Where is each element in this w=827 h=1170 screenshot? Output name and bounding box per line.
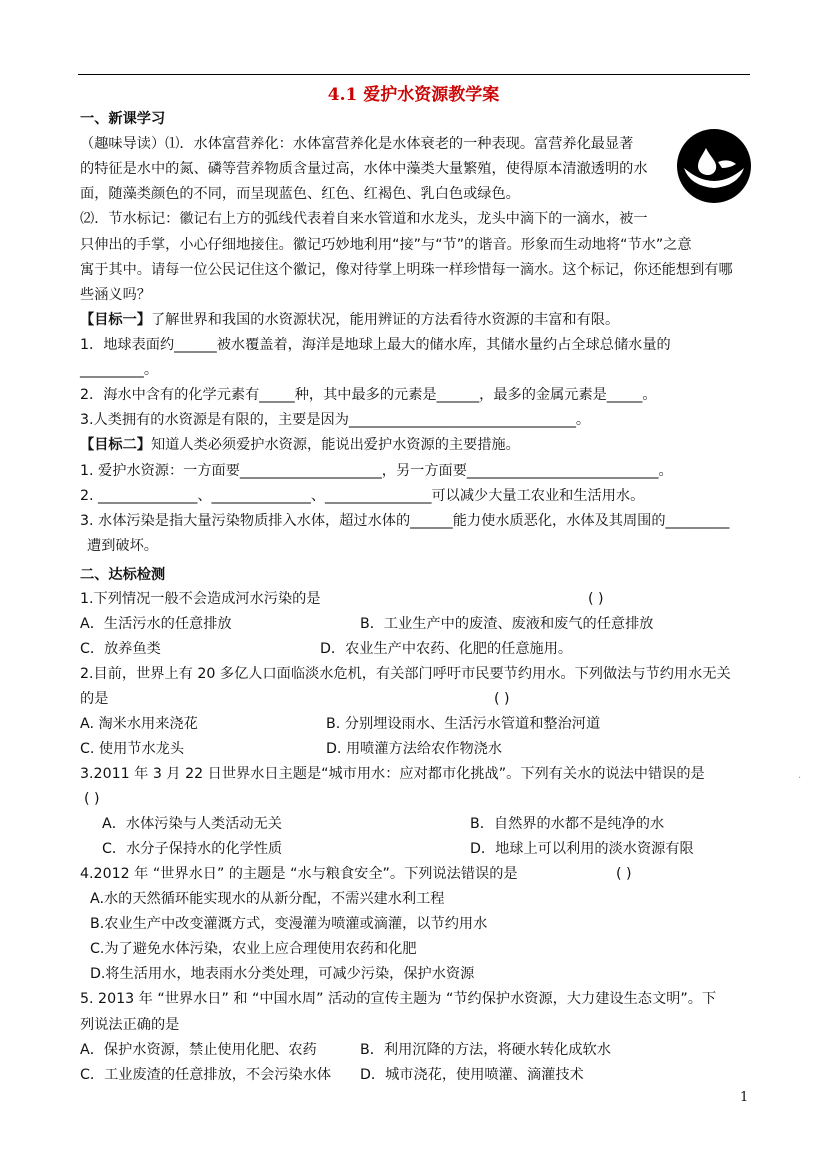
intro-line-5: 只伸出的手掌，小心仔细地接住。徽记巧妙地利用“接”与“节”的谐音。形象而生动地将“节水”之意 xyxy=(80,237,692,253)
stray-mark: . xyxy=(798,770,802,781)
question-2-stem-line-1: 2.目前，世界上有 20 多亿人口面临淡水危机，有关部门呼吁市民要节约用水。下列做法与节约用水无关 xyxy=(80,666,731,682)
question-4-option-a: A.水的天然循环能实现水的从新分配，不需兴建水利工程 xyxy=(90,891,445,907)
intro-line-3: 面，随藻类颜色的不同，而呈现蓝色、红色、红褐色、乳白色或绿色。 xyxy=(80,186,520,202)
question-1-stem: 1.下列情况一般不会造成河水污染的是 xyxy=(80,591,321,607)
intro-line-4: ⑵．节水标记：徽记右上方的弧线代表着自来水管道和水龙头，龙头中滴下的一滴水，被一 xyxy=(80,211,648,227)
question-1-option-b: B．工业生产中的废渣、废液和废气的任意排放 xyxy=(360,616,654,632)
question-3-option-c: C．水分子保持水的化学性质 xyxy=(102,841,283,857)
goal-one-line xyxy=(80,311,619,329)
question-4-option-b: B.农业生产中改变灌溉方式，变漫灌为喷灌或滴灌，以节约用水 xyxy=(90,916,488,932)
page-number: 1 xyxy=(740,1090,749,1105)
intro-line-6: 寓于其中。请每一位公民记住这个徽记，像对待掌上明珠一样珍惜每一滴水。这个标记，你还能想到有哪 xyxy=(80,262,733,278)
question-4-answer-bracket: ( ) xyxy=(616,866,632,882)
goal-one-label: 【目标一】 xyxy=(80,312,151,328)
question-3-option-a: A．水体污染与人类活动无关 xyxy=(102,816,282,832)
intro-line-7: 些涵义吗？ xyxy=(80,287,151,303)
page-title: 4.1 爱护水资源教学案 xyxy=(327,85,500,105)
header-rule xyxy=(78,74,750,75)
question-3-answer-bracket: ( ) xyxy=(84,791,100,807)
goal-two-q1: 1. 爱护水资源：一方面要____________________，另一方面要___________________________。 xyxy=(80,463,673,479)
question-3-stem: 3.2011 年 3 月 22 日世界水日主题是“城市用水：应对都市化挑战”。下列有关水的说法中错误的是 xyxy=(80,766,705,782)
goal-one-q1-line-2: _________。 xyxy=(80,362,159,378)
question-3-option-b: B．自然界的水都不是纯净的水 xyxy=(470,816,665,832)
question-1-option-a: A．生活污水的任意排放 xyxy=(80,616,232,632)
section-heading-assessment: 二、达标检测 xyxy=(80,567,166,583)
water-saving-emblem-icon xyxy=(676,128,752,204)
question-2-option-a: A. 淘米水用来浇花 xyxy=(80,716,198,732)
question-2-stem-line-2: 的是 xyxy=(80,691,109,707)
question-3-option-d: D．地球上可以利用的淡水资源有限 xyxy=(470,841,694,857)
intro-line-1: （趣味导读）⑴．水体富营养化：水体富营养化是水体衰老的一种表现。富营养化最显著 xyxy=(80,136,634,152)
question-1-answer-bracket: ( ) xyxy=(588,591,604,607)
goal-two-q3-line-1: 3. 水体污染是指大量污染物质排入水体，超过水体的______能力使水质恶化，水体及其周围的_________ xyxy=(80,513,730,529)
goal-one-q3: 3.人类拥有的水资源是有限的，主要是因为________________________________。 xyxy=(80,412,591,428)
goal-two-q3-line-2: 遭到破坏。 xyxy=(87,538,158,554)
goal-two-text: 知道人类必须爱护水资源，能说出爱护水资源的主要措施。 xyxy=(150,437,520,453)
question-2-option-c: C. 使用节水龙头 xyxy=(80,741,185,757)
question-4-option-c: C.为了避免水体污染，农业上应合理使用农药和化肥 xyxy=(90,941,417,957)
goal-one-q1-line-1: 1．地球表面约______被水覆盖着，海洋是地球上最大的储水库，其储水量约占全球总储水量的 xyxy=(80,337,671,353)
question-5-option-a: A．保护水资源，禁止使用化肥、农药 xyxy=(80,1042,317,1058)
goal-two-label: 【目标二】 xyxy=(80,437,151,453)
question-5-option-d: D．城市浇花，使用喷灌、滴灌技术 xyxy=(360,1067,584,1083)
goal-two-line xyxy=(80,436,520,454)
question-2-option-d: D. 用喷灌方法给农作物浇水 xyxy=(326,741,503,757)
question-5-stem-line-2: 列说法正确的是 xyxy=(80,1017,180,1033)
goal-two-q2: 2. ______________、______________、_______________可以减少大量工农业和生活用水。 xyxy=(80,488,645,504)
goal-one-q2: 2．海水中含有的化学元素有_____种，其中最多的元素是______，最多的金属元素是_____。 xyxy=(80,387,657,403)
question-5-option-c: C．工业废渣的任意排放，不会污染水体 xyxy=(80,1067,332,1083)
goal-one-text: 了解世界和我国的水资源状况，能用辨证的方法看待水资源的丰富和有限。 xyxy=(150,312,620,328)
question-4-option-d: D.将生活用水，地表雨水分类处理，可减少污染，保护水资源 xyxy=(90,966,475,982)
question-2-option-b: B. 分别埋设雨水、生活污水管道和整治河道 xyxy=(326,716,601,732)
question-4-stem: 4.2012 年 “世界水日” 的主题是 “水与粮食安全”。下列说法错误的是 xyxy=(80,866,518,882)
intro-line-2: 的特征是水中的氮、磷等营养物质含量过高，水体中藻类大量繁殖，使得原本清澈透明的水 xyxy=(80,161,648,177)
question-2-answer-bracket: ( ) xyxy=(494,691,510,707)
question-1-option-d: D．农业生产中农药、化肥的任意施用。 xyxy=(320,641,573,657)
question-1-option-c: C．放养鱼类 xyxy=(80,641,161,657)
section-heading-new-lesson: 一、新课学习 xyxy=(80,111,166,127)
question-5-stem-line-1: 5. 2013 年 “世界水日” 和 “中国水周” 活动的宣传主题为 “节约保护水资源，大力建设生态文明”。下 xyxy=(80,991,717,1007)
question-5-option-b: B．利用沉降的方法，将硬水转化成软水 xyxy=(360,1042,611,1058)
